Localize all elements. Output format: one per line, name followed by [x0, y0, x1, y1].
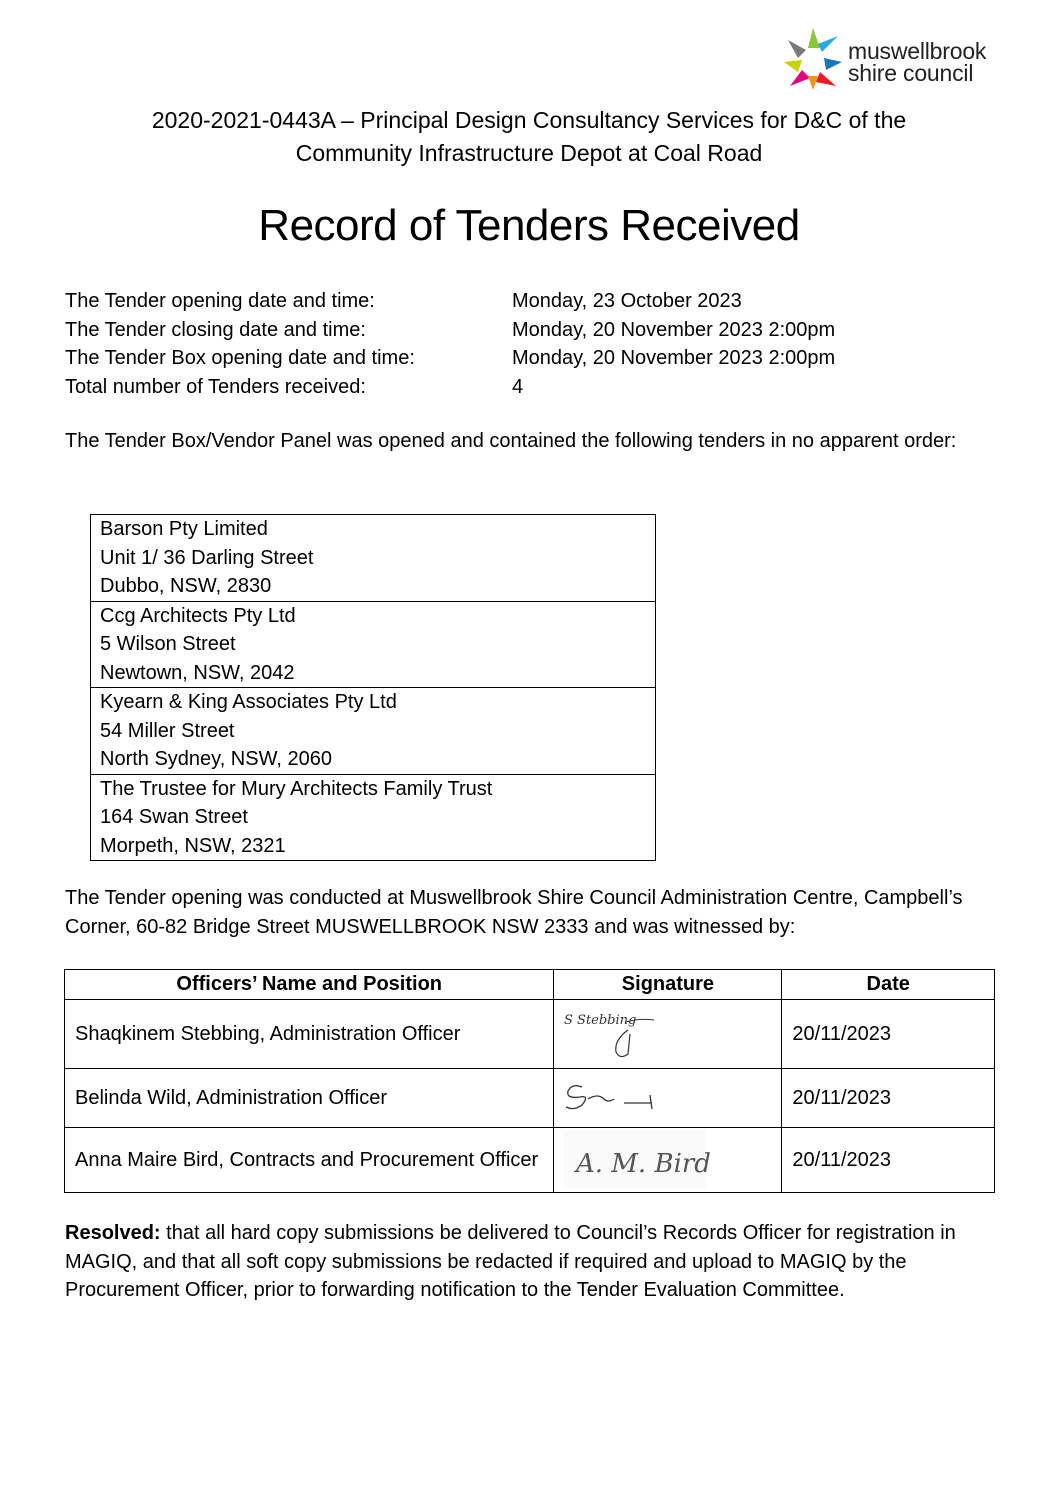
subtitle-line-2: Community Infrastructure Depot at Coal Road: [295, 140, 763, 166]
subtitle-line-1: 2020-2021-0443A – Principal Design Consultancy Services for D&C of the: [151, 107, 907, 133]
tender-street: 164 Swan Street: [100, 806, 248, 828]
detail-row: [65, 316, 965, 345]
header-date: Date: [782, 970, 995, 1000]
tenders-table: [90, 514, 656, 861]
resolved-paragraph: [65, 1219, 995, 1305]
tender-name: The Trustee for Mury Architects Family Trust: [100, 777, 493, 800]
table-row: [65, 1128, 995, 1193]
page-title: Record of Tenders Received: [258, 201, 800, 250]
resolved-text: that all hard copy submissions be delivered to Council’s Records Officer for registration in MAGIQ, and that all soft copy submissions be redacted if required and upload to MAGIQ by the Procurement Officer, prior to forwarding notification to the Tender Evaluation Committee.: [65, 1222, 956, 1301]
table-row: [91, 774, 656, 861]
tender-street: Unit 1/ 36 Darling Street: [100, 546, 314, 569]
table-row: [91, 688, 656, 775]
detail-label: The Tender closing date and time:: [65, 318, 366, 341]
header-signature: Signature: [554, 970, 782, 1000]
tender-cell: [91, 774, 656, 861]
intro-paragraph: The Tender Box/Vendor Panel was opened and contained the following tenders in no apparent order:: [65, 430, 957, 452]
witness-paragraph: The Tender opening was conducted at Muswellbrook Shire Council Administration Centre, Campbell’s Corner, 60-82 Bridge Street MUSWELLBROOK NSW 2333 and was witnessed by:: [65, 887, 963, 938]
tender-subtitle: [0, 104, 1058, 170]
signature-text: A. M. Bird: [576, 1149, 712, 1179]
tender-details: [65, 287, 965, 401]
detail-value: Monday, 20 November 2023 2:00pm: [512, 347, 836, 369]
tender-name: Ccg Architects Pty Ltd: [100, 604, 296, 627]
table-row: [91, 515, 656, 602]
table-row: [91, 601, 656, 688]
header-officer-name: Officers’ Name and Position: [65, 970, 554, 1000]
tender-locality: North Sydney, NSW, 2060: [100, 748, 332, 770]
tender-cell: [91, 601, 656, 688]
detail-value: 4: [512, 375, 524, 398]
signature-text: S Stebbing: [564, 1013, 637, 1028]
signature-cell: [554, 1069, 782, 1128]
detail-row: [65, 344, 965, 373]
officer-name: Anna Maire Bird, Contracts and Procurement Officer: [65, 1128, 554, 1193]
tender-street: 5 Wilson Street: [100, 633, 236, 655]
signature-image: [554, 1000, 781, 1068]
tender-locality: Dubbo, NSW, 2830: [100, 575, 272, 597]
logo-line-2: shire council: [848, 60, 974, 86]
tender-street: 54 Miller Street: [100, 719, 235, 742]
table-header-row: [65, 970, 995, 1000]
officer-name: Belinda Wild, Administration Officer: [65, 1069, 554, 1128]
signature-image: [554, 1128, 781, 1192]
signature-image: [554, 1069, 781, 1127]
table-row: [65, 1000, 995, 1069]
officer-date: 20/11/2023: [782, 1069, 995, 1128]
detail-row: [65, 373, 965, 402]
detail-row: [65, 287, 965, 316]
tender-locality: Newtown, NSW, 2042: [100, 661, 295, 684]
tender-cell: [91, 515, 656, 602]
detail-label: The Tender opening date and time:: [65, 290, 375, 312]
officer-date: 20/11/2023: [782, 1000, 995, 1069]
tender-name: Kyearn & King Associates Pty Ltd: [100, 691, 397, 713]
council-star-icon: [780, 26, 846, 92]
table-row: [65, 1069, 995, 1128]
detail-value: Monday, 20 November 2023 2:00pm: [512, 318, 836, 341]
signature-cell: [554, 1000, 782, 1069]
officers-table: [64, 969, 995, 1193]
tender-name: Barson Pty Limited: [100, 518, 268, 540]
signature-cell: [554, 1128, 782, 1193]
logo-line-1: muswellbrook: [848, 38, 987, 64]
council-logo: [780, 26, 1010, 96]
detail-value: Monday, 23 October 2023: [512, 290, 742, 312]
tender-locality: Morpeth, NSW, 2321: [100, 834, 286, 857]
officer-date: 20/11/2023: [782, 1128, 995, 1193]
officer-name: Shaqkinem Stebbing, Administration Officer: [65, 1000, 554, 1069]
detail-label: Total number of Tenders received:: [65, 375, 366, 398]
tender-cell: [91, 688, 656, 775]
detail-label: The Tender Box opening date and time:: [65, 347, 415, 369]
resolved-label: Resolved:: [65, 1222, 161, 1244]
